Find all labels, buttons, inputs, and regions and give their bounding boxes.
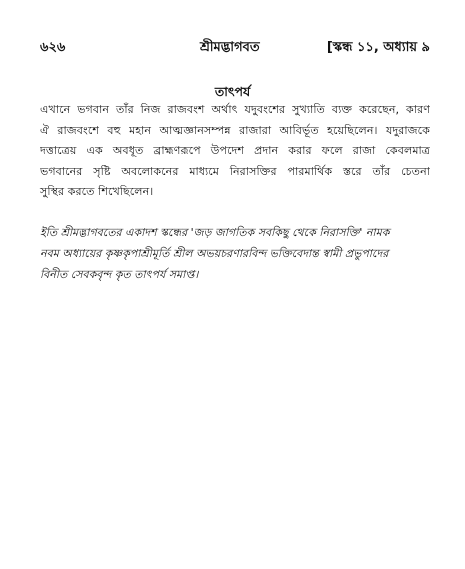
closing-line: ইতি শ্রীমদ্ভাগবতের একাদশ স্কন্ধের 'জড় জাগতিক সবকিছু থেকে নিরাসক্তি' নামক xyxy=(40,226,390,239)
purport-line: সুস্থির করতে শিখেছিলেন। xyxy=(40,185,154,198)
purport-line: দত্তাত্রেয় এক অবধূত ব্রাহ্মণরূপে উপদেশ প্রদান করার ফলে রাজা কেবলমাত্র xyxy=(40,144,430,157)
closing-line: নবম অধ্যায়ের কৃষ্ণকৃপাশ্রীমূর্তি শ্রীল অভয়চরণারবিন্দ ভক্তিবেদান্ত স্বামী প্রভুপাদের xyxy=(40,247,389,260)
purport-line: ঐ রাজবংশে বহু মহান আত্মজ্ঞানসম্পন্ন রাজারা আবির্ভূত হয়েছিলেন। যদুরাজকে xyxy=(40,123,430,137)
running-title: শ্রীমদ্ভাগবত xyxy=(200,40,260,55)
canto-chapter-reference: [স্কন্ধ ১১, অধ্যায় ৯ xyxy=(326,40,430,55)
running-header xyxy=(40,38,430,60)
purport-paragraph xyxy=(40,100,430,203)
purport-line: ভগবানের সৃষ্টি অবলোকনের মাধ্যমে নিরাসক্তির পারমার্থিক স্তরে তাঁর চেতনা xyxy=(40,164,430,178)
purport-line: এখানে ভগবান তাঁর নিজ রাজবংশ অর্থাৎ যদুবংশের সুখ্যাতি ব্যক্ত করেছেন, কারণ xyxy=(40,103,430,116)
page-number: ৬২৬ xyxy=(40,40,66,55)
closing-line: বিনীত সেবকবৃন্দ কৃত তাৎপর্য সমাপ্ত। xyxy=(40,268,199,281)
chapter-closing-note xyxy=(40,222,430,285)
purport-heading: তাৎপর্য xyxy=(214,84,251,99)
